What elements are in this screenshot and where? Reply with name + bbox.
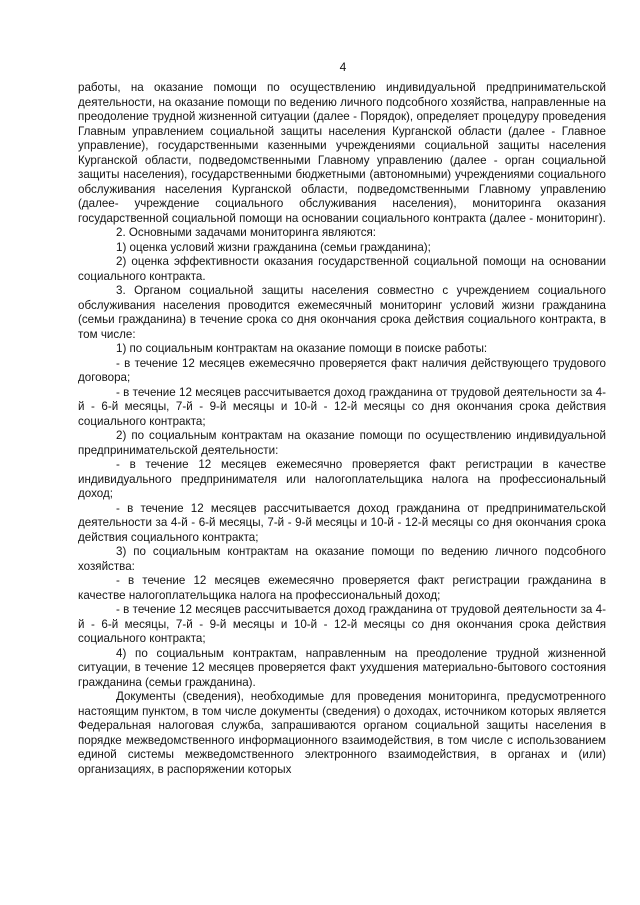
- paragraph-item-1-dash-1: - в течение 12 месяцев ежемесячно проверяется факт наличия действующего трудового договора;: [78, 356, 606, 384]
- page-number: 4: [339, 60, 347, 74]
- paragraph-clause-3: 3. Органом социальной защиты населения совместно с учреждением социального обслуживания населения проводится ежемесячный мониторинг условий жизни гражданина (семьи гражданина) в течение срока со дня окончания срока действия социального контракта, в том числе:: [78, 284, 606, 341]
- paragraph-item-3-dash-2: - в течение 12 месяцев рассчитывается доход гражданина от трудовой деятельности за 4-й - 6-й месяцы, 7-й - 9-й месяцы и 10-й - 12-й месяцы со дня окончания срока действия социального контракта;: [78, 603, 606, 645]
- paragraph-item-4-difficult-situation: 4) по социальным контрактам, направленным на преодоление трудной жизненной ситуации, в течение 12 месяцев проверяется факт ухудшения материально-бытового состояния гражданина (семьи гражданина).: [78, 646, 606, 689]
- document-body: [78, 81, 606, 777]
- paragraph-task-1: 1) оценка условий жизни гражданина (семьи гражданина);: [116, 240, 431, 254]
- paragraph-item-1-job-search: 1) по социальным контрактам на оказание помощи в поиске работы:: [116, 342, 488, 355]
- paragraph-item-3-household: 3) по социальным контрактам на оказание помощи по ведению личного подсобного хозяйства:: [78, 545, 606, 573]
- paragraph-item-3-dash-1: - в течение 12 месяцев ежемесячно проверяется факт регистрации гражданина в качестве налогоплательщика налога на профессиональный доход;: [78, 574, 606, 602]
- paragraph-documents: Документы (сведения), необходимые для проведения мониторинга, предусмотренного настоящим пунктом, в том числе документы (сведения) о доходах, источником которых является Федеральная налоговая служба, запрашиваются органом социальной защиты населения в порядке межведомственного информационного взаимодействия, в том числе с использованием единой системы межведомственного электронного взаимодействия, в органах и (или) организациях, в распоряжении которых: [78, 690, 606, 776]
- paragraph-task-2: 2) оценка эффективности оказания государственной социальной помощи на основании социального контракта.: [78, 255, 606, 283]
- paragraph-item-2-entrepreneurship: 2) по социальным контрактам на оказание помощи по осуществлению индивидуальной предпринимательской деятельности:: [78, 429, 606, 457]
- paragraph-item-1-dash-2: - в течение 12 месяцев рассчитывается доход гражданина от трудовой деятельности за 4-й - 6-й месяцы, 7-й - 9-й месяцы и 10-й - 12-й месяцы со дня окончания срока действия социального контракта;: [78, 385, 606, 428]
- paragraph-item-2-dash-1: - в течение 12 месяцев ежемесячно проверяется факт регистрации в качестве индивидуального предпринимателя или налогоплательщика налога на профессиональный доход;: [78, 458, 606, 500]
- paragraph-item-2-dash-2: - в течение 12 месяцев рассчитывается доход гражданина от предпринимательской деятельности за 4-й - 6-й месяцы, 7-й - 9-й месяцы и 10-й - 12-й месяцы со дня окончания срока действия социального контракта;: [78, 501, 606, 544]
- paragraph-procedure-continuation: работы, на оказание помощи по осуществлению индивидуальной предпринимательской деятельности, на оказание помощи по ведению личного подсобного хозяйства, направленные на преодоление трудной жизненной ситуации (далее - Порядок), определяет процедуру проведения Главным управлением социальной защиты населения Курганской области (далее - Главное управление), государственными казенными учреждениями социальной защиты населения Курганской области, подведомственными Главному управлению (далее - орган социальной защиты населения), государственными бюджетными (автономными) учреждениями социального обслуживания населения Курганской области, подведомственными Главному управлению (далее- учреждение социального обслуживания населения), мониторинга оказания государственной социальной помощи на основании социального контракта (далее - мониторинг).: [78, 81, 606, 225]
- paragraph-monitoring-tasks-heading: 2. Основными задачами мониторинга являются:: [116, 226, 377, 239]
